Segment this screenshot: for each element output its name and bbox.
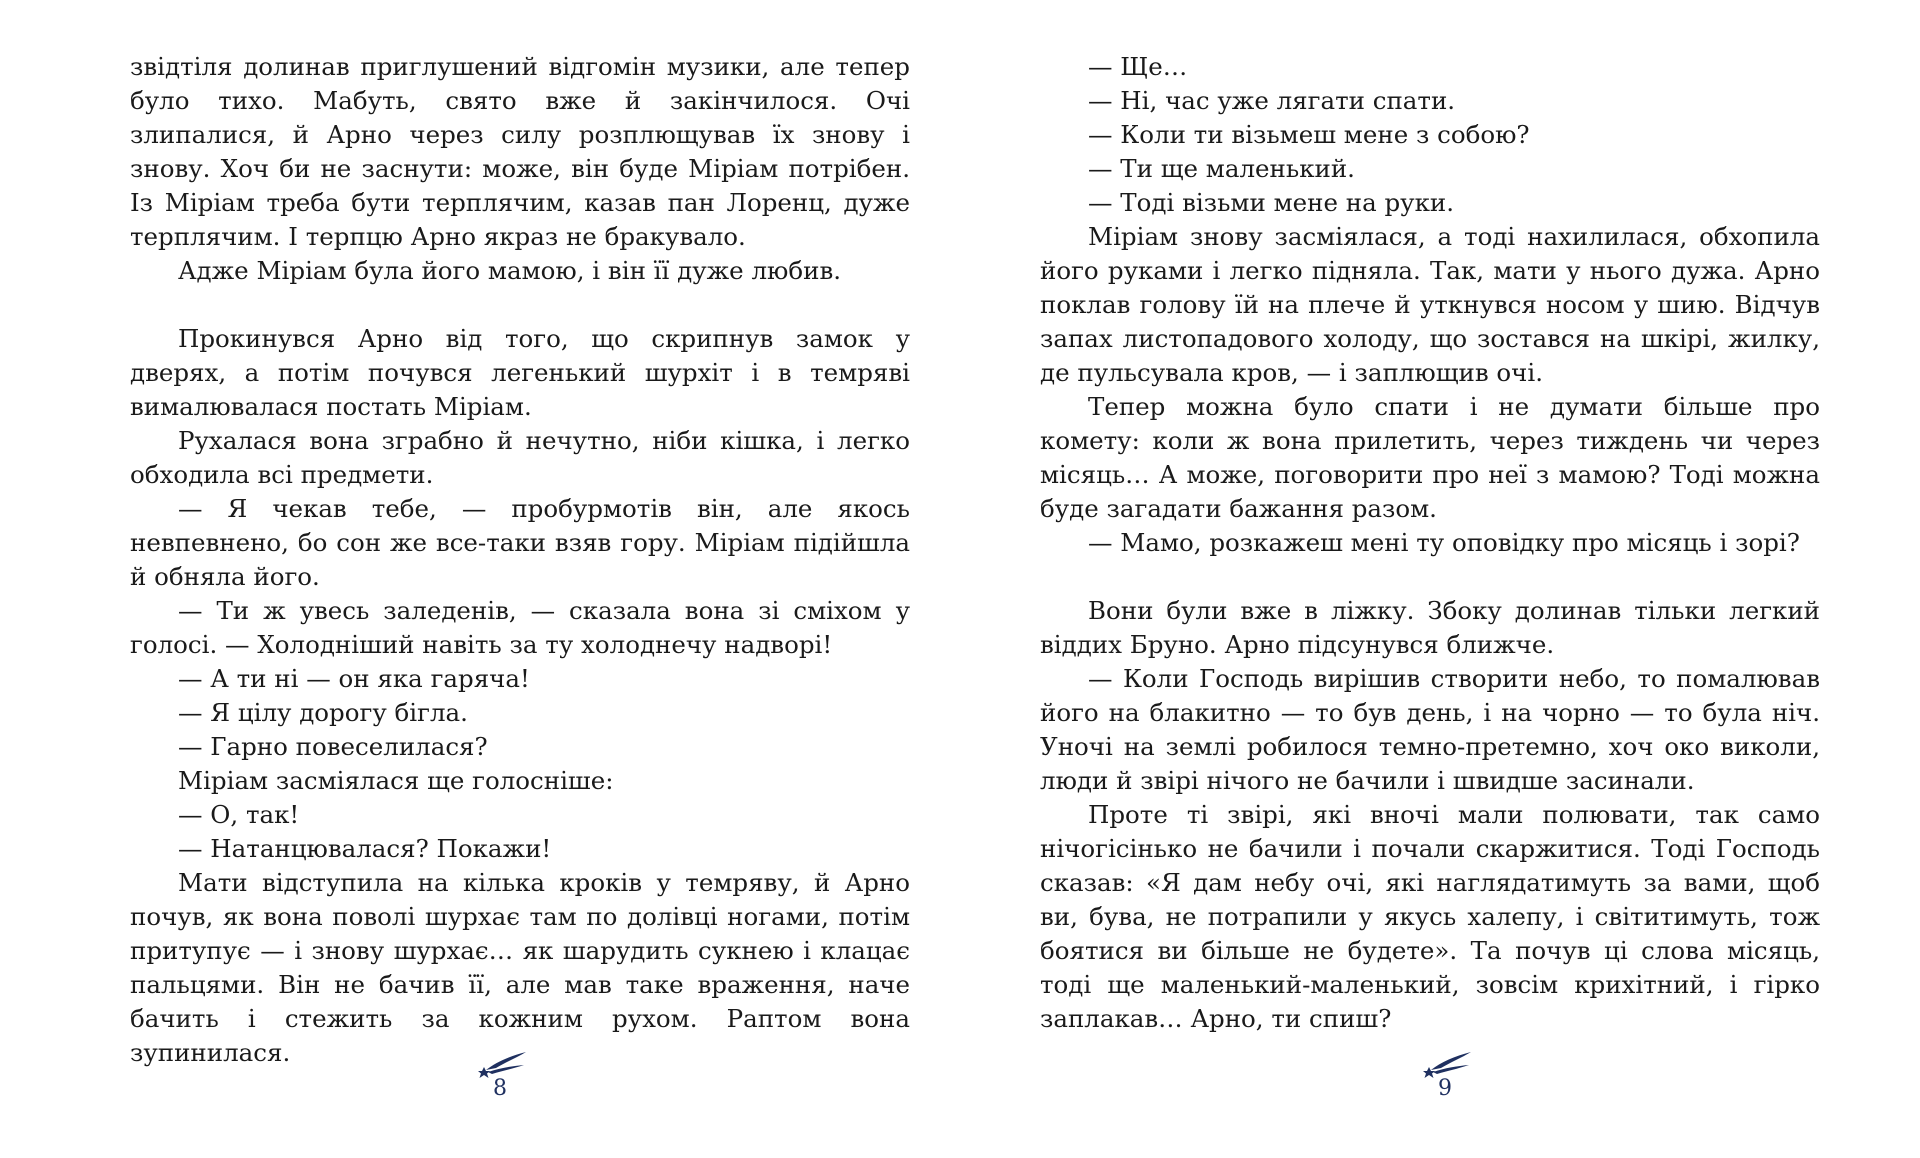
right-folio: [1415, 1050, 1475, 1101]
left-paragraph-1: звідтіля долинав приглушений відгомін музики, але тепер було тихо. Мабуть, свято вже й закінчилося. Очі злипалися, й Арно через силу розплющував їх знову і знову. Хоч би не заснути: може, він буде Міріам потрібен. Із Міріам треба бути терплячим, казав пан Лоренц, дуже терплячим. І терпцю Арно якраз не бракувало.: [130, 52, 910, 251]
right-paragraph-10: — Коли Господь вирішив створити небо, то помалював його на блакитно — то був день, і на чорно — то була ніч. Уночі на землі робилося темно-претемно, хоч око виколи, люди й звірі нічого не бачили і швидше засинали.: [1040, 664, 1820, 795]
right-paragraph-7: Тепер можна було спати і не думати більше про комету: коли ж вона прилетить, через тиждень чи через місяць… А може, поговорити про неї з мамою? Тоді можна буде загадати бажання разом.: [1040, 392, 1820, 523]
left-paragraph-8: — Я цілу дорогу бігла.: [178, 698, 468, 727]
page-number: 8: [493, 1076, 507, 1101]
left-paragraph-4: Рухалася вона зграбно й нечутно, ніби кішка, і легко обходила всі предмети.: [130, 426, 910, 489]
left-folio: [470, 1050, 530, 1101]
right-paragraph-11: Проте ті звірі, які вночі мали полювати, так само нічогісінько не бачили і почали скаржитися. Тоді Господь сказав: «Я дам небу очі, які наглядатимуть за вами, щоб ви, бува, не потрапили у якусь халепу, і світитимуть, тож боятися ви більше не будете». Та почув ці слова місяць, тоді ще маленький-маленький, зовсім крихітний, і гірко заплакав… Арно, ти спиш?: [1040, 800, 1820, 1033]
left-paragraph-12: — Натанцювалася? Покажи!: [178, 834, 552, 863]
left-paragraph-10: Міріам засміялася ще голосніше:: [178, 766, 614, 795]
left-paragraph-9: — Гарно повеселилася?: [178, 732, 488, 761]
left-paragraph-13: Мати відступила на кілька кроків у темряву, й Арно почув, як вона поволі шурхає там по долівці ногами, потім притупує — і знову шурхає… як шарудить сукнею і клацає пальцями. Він не бачив її, але мав таке враження, наче бачить і стежить за кожним рухом. Раптом вона зупинилася.: [130, 868, 910, 1067]
right-paragraph-1: — Ще…: [1088, 52, 1188, 81]
right-paragraph-9: Вони були вже в ліжку. Збоку долинав тільки легкий віддих Бруно. Арно підсунувся ближче.: [1040, 596, 1820, 659]
left-page: [130, 50, 910, 1070]
right-paragraph-2: — Ні, час уже лягати спати.: [1088, 86, 1456, 115]
right-paragraph-5: — Тоді візьми мене на руки.: [1088, 188, 1455, 217]
right-paragraph-6: Міріам знову засміялася, а тоді нахилилася, обхопила його руками і легко підняла. Так, мати у нього дужа. Арно поклав голову їй на плече й уткнувся носом у шию. Відчув запах листопадового холоду, що зостався на шкірі, жилку, де пульсувала кров, — і заплющив очі.: [1040, 222, 1820, 387]
right-paragraph-4: — Ти ще маленький.: [1088, 154, 1355, 183]
left-paragraph-2: Адже Міріам була його мамою, і він її дуже любив.: [178, 256, 842, 285]
left-paragraph-3: Прокинувся Арно від того, що скрипнув замок у дверях, а потім почувся легенький шурхіт і в темряві вималювалася постать Міріам.: [130, 324, 910, 421]
right-page: [1040, 50, 1820, 1036]
left-paragraph-6: — Ти ж увесь заледенів, — сказала вона зі сміхом у голосі. — Холодніший навіть за ту холоднечу надворі!: [130, 596, 910, 659]
left-paragraph-5: — Я чекав тебе, — пробурмотів він, але якось невпевнено, бо сон же все-таки взяв гору. Міріам підійшла й обняла його.: [130, 494, 910, 591]
left-paragraph-7: — А ти ні — он яка гаряча!: [178, 664, 530, 693]
page-number: 9: [1438, 1076, 1452, 1101]
left-paragraph-11: — О, так!: [178, 800, 300, 829]
right-paragraph-8: — Мамо, розкажеш мені ту оповідку про місяць і зорі?: [1088, 528, 1800, 557]
section-break: [130, 288, 910, 322]
section-break: [1040, 560, 1820, 594]
right-paragraph-3: — Коли ти візьмеш мене з собою?: [1088, 120, 1530, 149]
